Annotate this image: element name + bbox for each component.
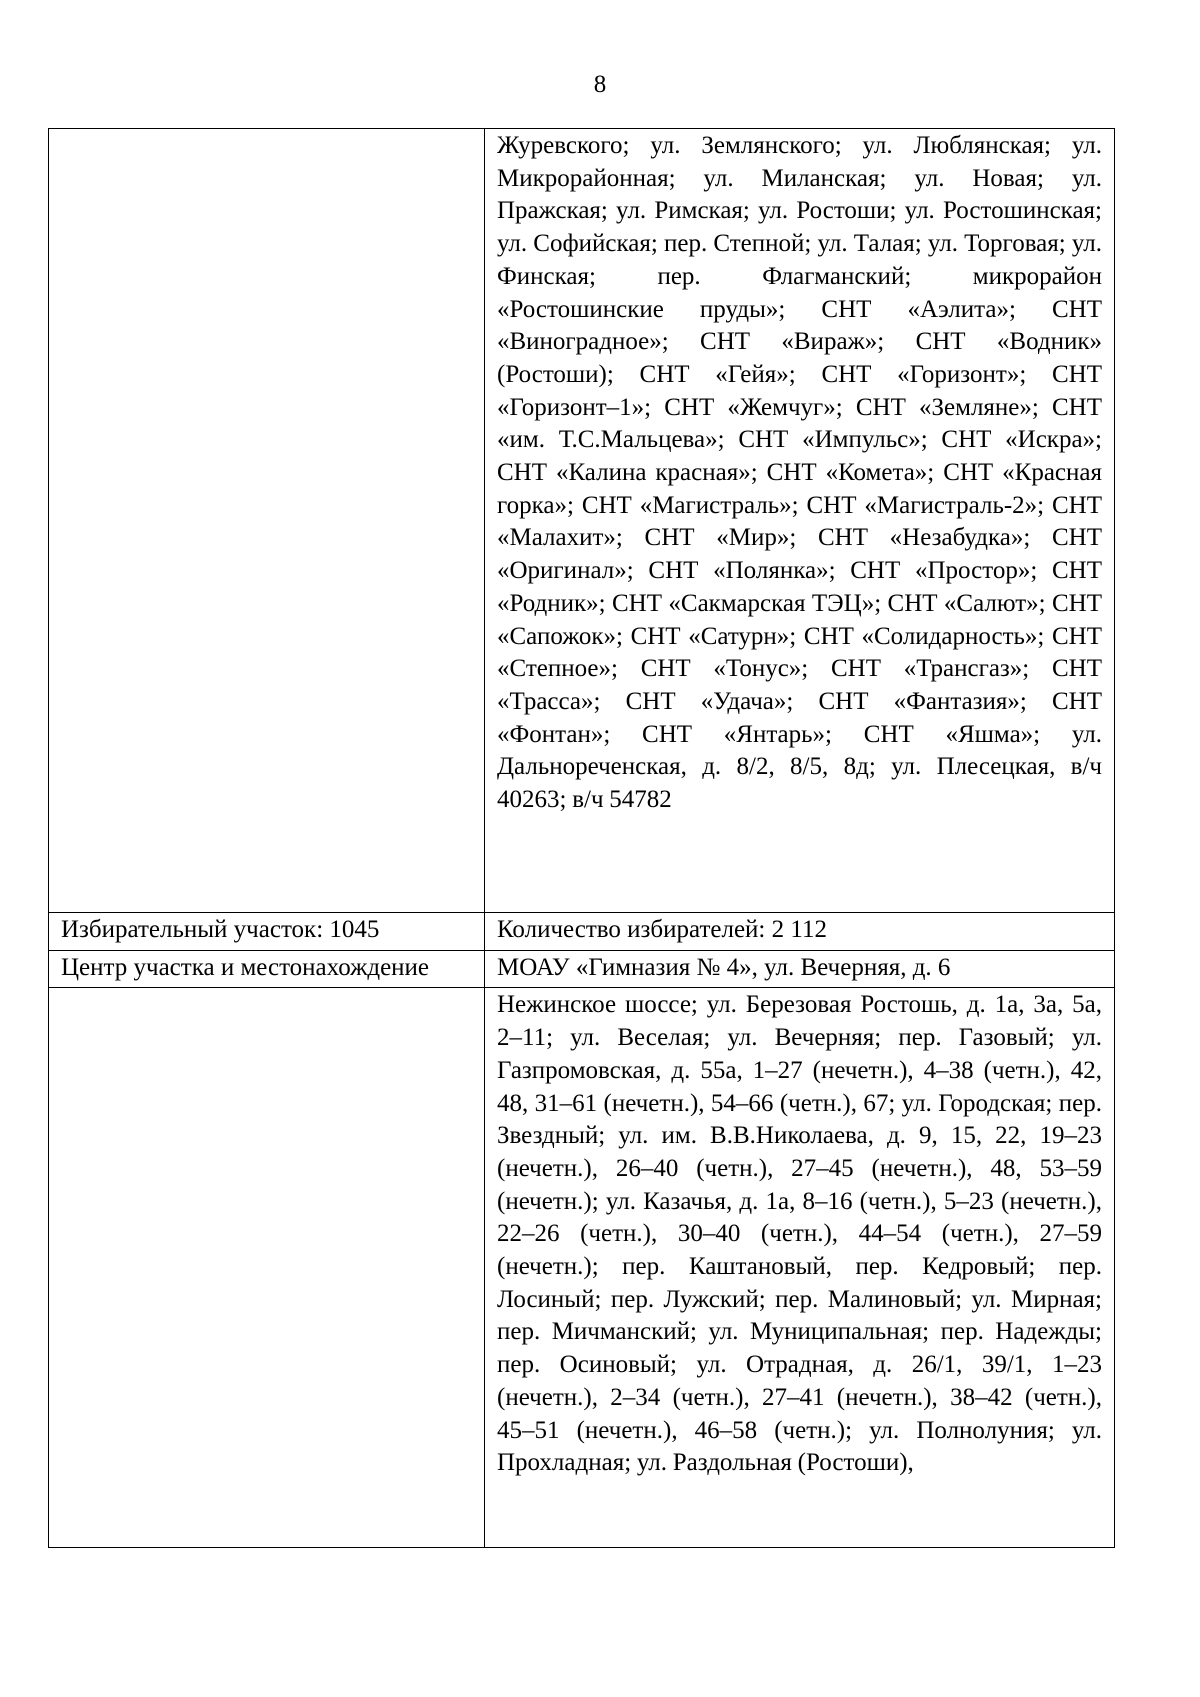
table-cell-left (49, 129, 485, 913)
addresses-cell: Нежинское шоссе; ул. Березовая Ростошь, д. 1а, 3а, 5а, 2–11; ул. Веселая; ул. Вечерняя; пер. Газовый; ул. Газпромовская, д. 55а, 1–27 (нечетн.), 4–38 (четн.), 42, 48, 31–61 (нечетн.), 54–66 (четн.), 67; ул. Городская; пер. Звездный; ул. им. В.В.Николаева, д. 9, 15, 22, 19–23 (нечетн.), 26–40 (четн.), 27–45 (нечетн.), 48, 53–59 (нечетн.); ул. Казачья, д. 1а, 8–16 (четн.), 5–23 (нечетн.), 22–26 (четн.), 30–40 (четн.), 44–54 (четн.), 27–59 (нечетн.); пер. Каштановый, пер. Кедровый; пер. Лосиный; пер. Лужский; пер. Малиновый; ул. Мирная; пер. Мичманский; ул. Муниципальная; пер. Надежды; пер. Осиновый; ул. Отрадная, д. 26/1, 39/1, 1–23 (нечетн.), 2–34 (четн.), 27–41 (нечетн.), 38–42 (четн.), 45–51 (нечетн.), 46–58 (четн.); ул. Полнолуния; ул. Прохладная; ул. Раздольная (Ростоши), (485, 988, 1115, 1548)
page-number: 8 (593, 71, 607, 98)
table-row (49, 988, 1115, 1548)
addresses-continued-cell: Журевского; ул. Землянского; ул. Люблянская; ул. Микрорайонная; ул. Миланская; ул. Новая; ул. Пражская; ул. Римская; ул. Ростоши; ул. Ростошинская; ул. Софийская; пер. Степной; ул. Талая; ул. Торговая; ул. Финская; пер. Флагманский; микрорайон «Ростошинские пруды»; СНТ «Аэлита»; СНТ «Виноградное»; СНТ «Вираж»; СНТ «Водник» (Ростоши); СНТ «Гейя»; СНТ «Горизонт»; СНТ «Горизонт–1»; СНТ «Жемчуг»; СНТ «Земляне»; СНТ «им. Т.С.Мальцева»; СНТ «Импульс»; СНТ «Искра»; СНТ «Калина красная»; СНТ «Комета»; СНТ «Красная горка»; СНТ «Магистраль»; СНТ «Магистраль-2»; СНТ «Малахит»; СНТ «Мир»; СНТ «Незабудка»; СНТ «Оригинал»; СНТ «Полянка»; СНТ «Простор»; СНТ «Родник»; СНТ «Сакмарская ТЭЦ»; СНТ «Салют»; СНТ «Сапожок»; СНТ «Сатурн»; СНТ «Солидарность»; СНТ «Степное»; СНТ «Тонус»; СНТ «Трансгаз»; СНТ «Трасса»; СНТ «Удача»; СНТ «Фантазия»; СНТ «Фонтан»; СНТ «Янтарь»; СНТ «Яшма»; ул. Дальнореченская, д. 8/2, 8/5, 8д; ул. Плесецкая, в/ч 40263; в/ч 54782 (485, 129, 1115, 913)
voter-count: Количество избирателей: 2 112 (485, 913, 1115, 951)
station-center-address: МОАУ «Гимназия № 4», ул. Вечерняя, д. 6 (485, 950, 1115, 988)
table-cell-left (49, 988, 485, 1548)
table-row (49, 950, 1115, 988)
polling-stations-table (48, 128, 1115, 1548)
table-row (49, 129, 1115, 913)
station-center-label: Центр участка и местонахождение (49, 950, 485, 988)
table-row (49, 913, 1115, 951)
polling-station-number: Избирательный участок: 1045 (49, 913, 485, 951)
